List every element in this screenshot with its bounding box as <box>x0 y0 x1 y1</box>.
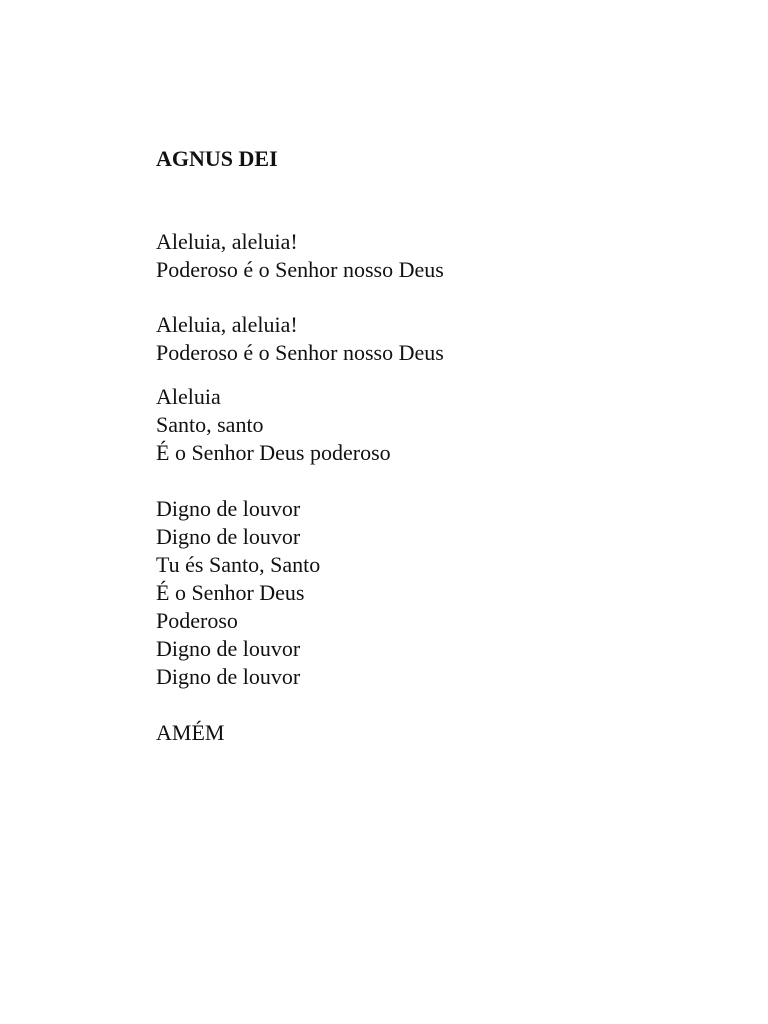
lyric-line: Poderoso <box>156 608 238 633</box>
lyric-line: É o Senhor Deus <box>156 580 305 605</box>
lyric-line: Aleluia <box>156 384 221 409</box>
lyric-line: Aleluia, aleluia! <box>156 312 298 337</box>
lyric-line: Digno de louvor <box>156 496 301 521</box>
lyric-line: Digno de louvor <box>156 524 301 549</box>
stanza-4 <box>156 495 320 691</box>
stanza-2 <box>156 311 444 367</box>
lyric-line: Digno de louvor <box>156 664 301 689</box>
stanza-5 <box>156 719 224 747</box>
lyric-line: AMÉM <box>156 720 225 745</box>
lyric-line: É o Senhor Deus poderoso <box>156 440 391 465</box>
stanza-3 <box>156 383 391 467</box>
lyric-line: Poderoso é o Senhor nosso Deus <box>156 257 444 282</box>
song-title: AGNUS DEI <box>156 146 278 171</box>
stanza-1 <box>156 228 444 284</box>
lyric-line: Santo, santo <box>156 412 264 437</box>
lyric-line: Poderoso é o Senhor nosso Deus <box>156 340 444 365</box>
lyric-line: Aleluia, aleluia! <box>156 229 298 254</box>
lyric-line: Digno de louvor <box>156 636 301 661</box>
lyric-line: Tu és Santo, Santo <box>156 552 321 577</box>
